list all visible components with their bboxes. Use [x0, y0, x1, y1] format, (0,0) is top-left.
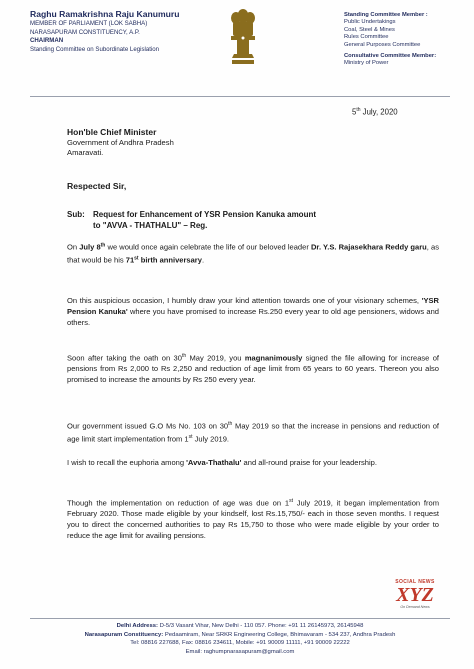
standing-item: Coal, Steel & Mines: [344, 26, 395, 33]
consultative-committee-title: Consultative Committee Member:: [344, 53, 437, 60]
letterhead-right: [344, 12, 469, 68]
chairman-committee: Standing Committee on Subordinate Legislation: [30, 45, 160, 53]
addressee-line: Amaravati.: [67, 147, 104, 157]
paragraph: On July 8th we would once again celebrate the life of our beloved leader Dr. Y.S. Rajasekhara Reddy garu, as that would be his 71st birth anniversary.: [67, 242, 439, 265]
standing-item: Public Undertakings: [344, 19, 396, 26]
standing-item: Rules Committee: [344, 34, 389, 41]
footer-email: Email: raghumpnarasapuram@gmail.com: [185, 648, 295, 655]
letter-date: 5th July, 2020: [352, 107, 398, 117]
national-emblem-icon: [228, 8, 258, 66]
chairman-label: CHAIRMAN: [30, 37, 64, 45]
footer-constituency-address: Narasapuram Constituency: Pedaamiram, Near SRKR Engineering College, Bhimavaram - 534 237, Andhra Pradesh: [84, 631, 396, 638]
paragraph: I wish to recall the euphoria among 'Avva-Thathalu' and all-round praise for your leadership.: [67, 458, 377, 467]
footer-phone: Tel: 08816 227688, Fax: 08816 234611, Mobile: +91 90009 11111, +91 90009 22222: [130, 640, 350, 647]
addressee-block: [67, 128, 174, 158]
addressee-line: Government of Andhra Pradesh: [67, 137, 174, 147]
header-divider: [30, 96, 450, 97]
watermark-logo: SOCIAL NEWS XYZ On Demand News: [395, 579, 435, 609]
mp-designation: MEMBER OF PARLIAMENT (LOK SABHA): [30, 20, 148, 27]
standing-committee-title: Standing Committee Member :: [344, 12, 428, 18]
footer-delhi-address: Delhi Address: D-5/3 Vasant Vihar, New Delhi - 110 057. Phone: +91 11 26145973, 26145948: [116, 623, 364, 629]
subject-line: Sub: Request for Enhancement of YSR Pension Kanuka amount to "AVVA - THATHALU" – Reg.: [67, 210, 316, 230]
addressee-title: Hon'ble Chief Minister: [67, 127, 157, 137]
standing-item: General Purposes Committee: [344, 41, 421, 48]
letter-footer: [30, 618, 450, 656]
paragraph: Soon after taking the oath on 30th May 2019, you magnanimously signed the file allowing for increase of pensions from Rs 2,000 to Rs 2,250 and reduction of age limit from 65 years to 60 years. Thereon you also promised to increase the amounts by Rs 250 every year.: [67, 353, 440, 385]
mp-constituency: NARASAPURAM CONSTITUENCY, A.P.: [30, 28, 140, 36]
paragraph: Our government issued G.O Ms No. 103 on 30th May 2019 so that the increase in pensions and reduction of age limit start implementation from 1st July 2019.: [67, 421, 440, 444]
letterhead-left: [30, 9, 215, 54]
paragraph: On this auspicious occasion, I humbly draw your kind attention towards one of your visionary schemes, 'YSR Pension Kanuka' where you have promised to increase Rs.250 every year to old age pensioners, widows and others.: [67, 296, 439, 327]
subject-label: Sub:: [67, 210, 85, 219]
consultative-item: Ministry of Power: [344, 60, 389, 67]
salutation: Respected Sir,: [67, 181, 127, 191]
paragraph: Though the implementation on reduction of age was due on 1st July 2019, it began implementation from February 2020. Those made eligible by your kindself, lost Rs.15,750/- each in those seven months. I request you to direct the concerned authorities to pay Rs 15,750 to those who were made eligible by your order to reduce the age limit for availing pensions.: [67, 498, 440, 540]
mp-name: Raghu Ramakrishna Raju Kanumuru: [30, 9, 180, 19]
